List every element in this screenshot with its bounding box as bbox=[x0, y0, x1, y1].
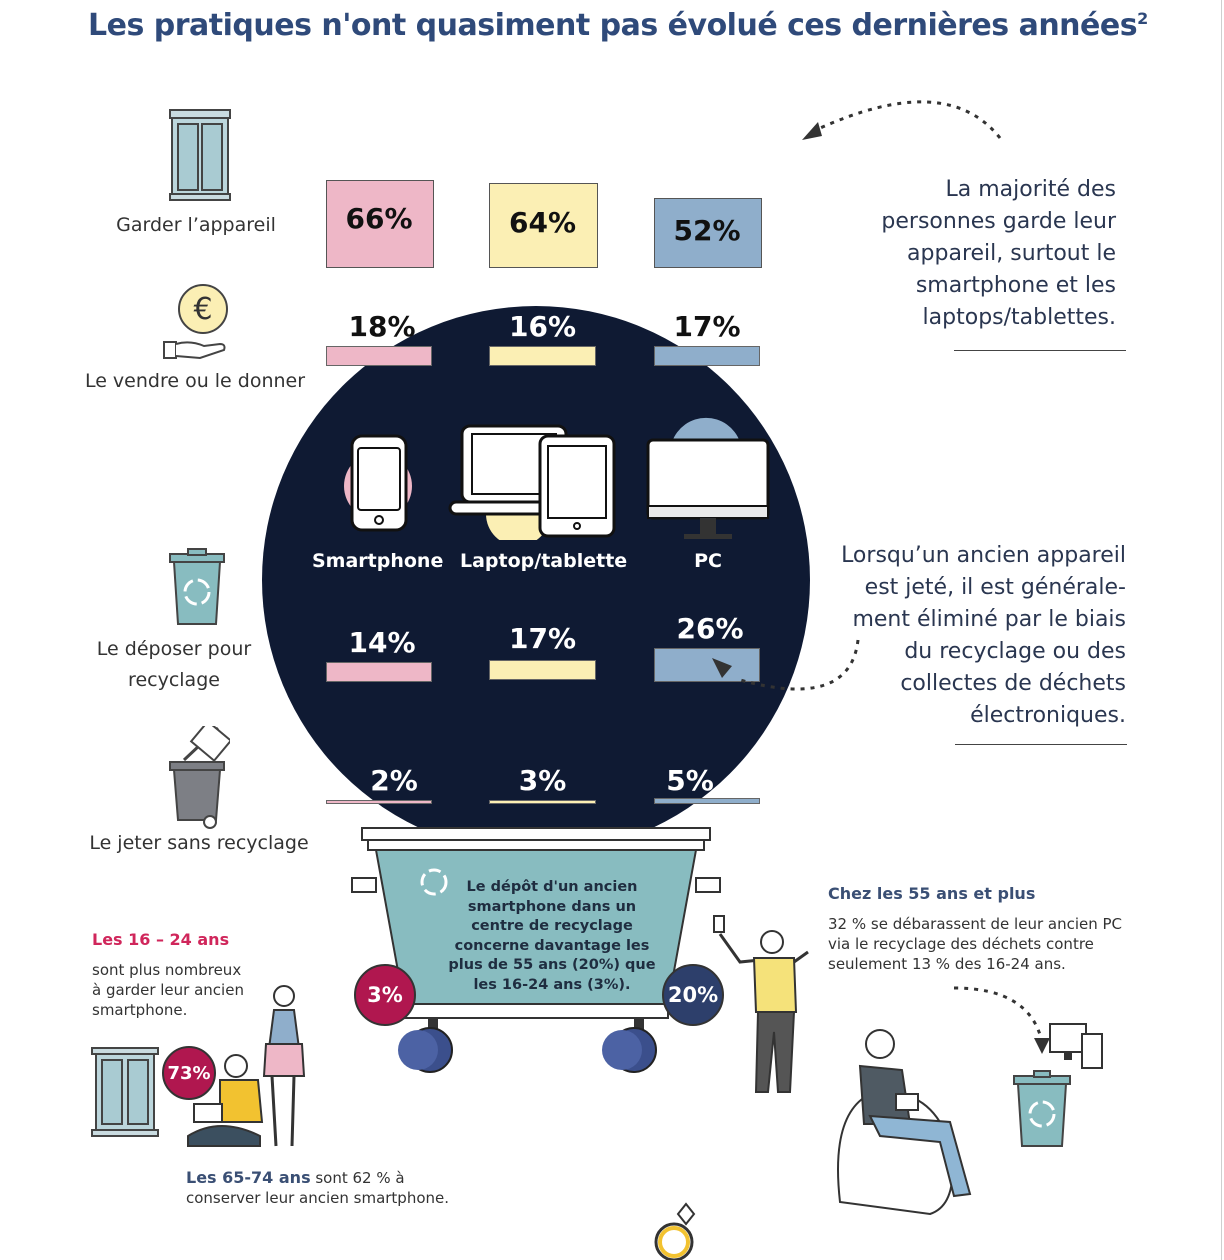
recycle-bin-small-icon bbox=[1012, 1070, 1072, 1150]
row-label-recycle-line1: Le déposer pour bbox=[96, 638, 252, 660]
devices-small-icon bbox=[1048, 1022, 1106, 1072]
svg-text:€: € bbox=[193, 292, 213, 327]
keep-laptop-pct: 64% bbox=[508, 206, 577, 239]
badge-16-24-keep: 73% bbox=[162, 1046, 216, 1100]
recycle-pc-pct: 26% bbox=[676, 612, 744, 645]
device-label-smartphone: Smartphone bbox=[312, 550, 444, 572]
badge-55-plus-recycle: 20% bbox=[662, 964, 724, 1026]
throw-pc-bar bbox=[654, 798, 760, 804]
throw-smartphone-pct: 2% bbox=[370, 764, 418, 797]
sell-smartphone-bar bbox=[326, 346, 432, 366]
note-middle: Lorsqu’un ancien appareil est jeté, il est générale- ment éliminé par le biais du recyclage ou des collectes de déchets électroniques. bbox=[841, 543, 1126, 728]
row-label-recycle-line2: recyclage bbox=[128, 669, 220, 691]
page-title: Les pratiques n'ont quasiment pas évolué ces dernières années$^2$ bbox=[88, 8, 1148, 43]
throw-laptop-bar bbox=[489, 800, 596, 804]
hand-euro-icon bbox=[160, 282, 240, 364]
keep-smartphone-pct: 66% bbox=[345, 202, 413, 235]
sell-pc-pct: 17% bbox=[673, 310, 741, 343]
device-label-pc: PC bbox=[694, 550, 722, 572]
man-with-phone-illustration bbox=[710, 912, 820, 1104]
sell-smartphone-pct: 18% bbox=[348, 310, 416, 343]
row-label-keep: Garder l’appareil bbox=[116, 214, 276, 236]
woman-on-beanbag-illustration bbox=[830, 1024, 1000, 1224]
row-label-sell: Le vendre ou le donner bbox=[84, 370, 306, 392]
throw-smartphone-bar bbox=[326, 800, 432, 804]
badge-16-24-recycle: 3% bbox=[354, 964, 416, 1026]
device-label-laptop: Laptop/tablette bbox=[460, 550, 628, 572]
recycle-laptop-pct: 17% bbox=[508, 622, 577, 655]
sell-pc-bar bbox=[654, 346, 760, 366]
note-top: La majorité des personnes garde leur appareil, surtout le smartphone et les laptops/tablettes. bbox=[881, 177, 1116, 330]
note-middle-underline bbox=[955, 744, 1127, 745]
note-top-underline bbox=[954, 350, 1126, 351]
recycle-laptop-bar bbox=[489, 660, 596, 680]
keep-pc-pct: 52% bbox=[673, 214, 741, 247]
recycle-smartphone-bar bbox=[326, 662, 432, 682]
sell-laptop-bar bbox=[489, 346, 596, 366]
smartphone-icon bbox=[340, 434, 420, 534]
throw-laptop-pct: 3% bbox=[518, 764, 567, 797]
row-label-throw: Le jeter sans recyclage bbox=[89, 832, 309, 854]
old-text: 32 % se débarassent de leur ancien PC via le recyclage des déchets contre seulement 13 % des 16-24 ans. bbox=[828, 915, 1123, 973]
recycle-bin-icon bbox=[168, 548, 226, 628]
young-people-illustration bbox=[180, 976, 320, 1152]
wardrobe-icon bbox=[160, 108, 240, 206]
young-text: sont plus nombreux à garder leur ancien smartphone. bbox=[92, 961, 244, 1019]
pc-monitor-icon bbox=[644, 412, 772, 542]
young-title: Les 16 – 24 ans bbox=[92, 930, 230, 949]
laptop-tablet-icon bbox=[448, 420, 618, 540]
sell-laptop-pct: 16% bbox=[508, 310, 577, 343]
ring-icon bbox=[648, 1200, 708, 1260]
right-page-border bbox=[1221, 0, 1222, 1260]
recycle-smartphone-pct: 14% bbox=[348, 626, 416, 659]
senior-text: Les 65-74 ans sont 62 % à conserver leur ancien smartphone. bbox=[186, 1168, 450, 1207]
old-title: Chez les 55 ans et plus bbox=[828, 884, 1036, 903]
wardrobe-small-icon bbox=[90, 1046, 160, 1142]
dotted-arrow-top bbox=[796, 80, 1016, 150]
trash-bin-icon bbox=[166, 726, 230, 832]
container-text: Le dépôt d'un ancien smartphone dans un centre de recyclage concerne davantage les plus de 55 ans (20%) que les 16-24 ans (3%). bbox=[448, 879, 656, 993]
throw-pc-pct: 5% bbox=[666, 764, 714, 797]
